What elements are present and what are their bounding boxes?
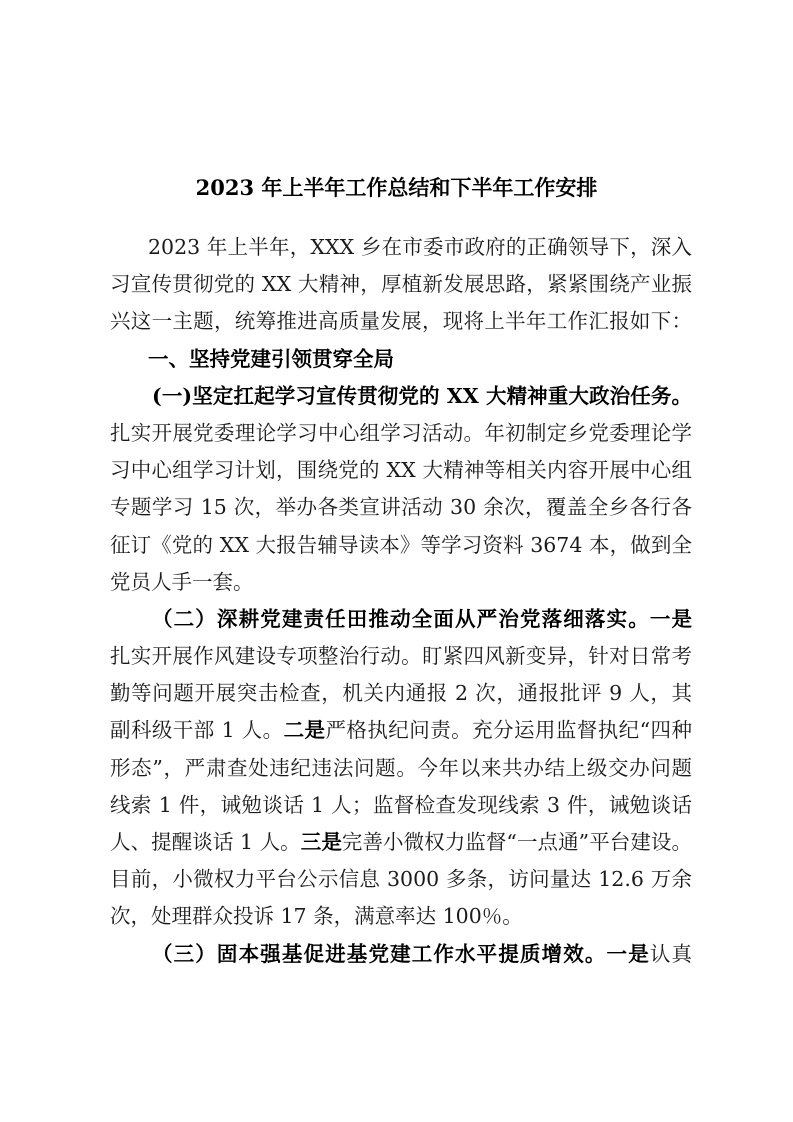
text-line — [110, 229, 692, 266]
bold-text-segment: （二）深耕党建责任田推动全面从严治党落细落实。一是 — [152, 606, 692, 631]
text-line — [110, 861, 692, 898]
text-line — [110, 936, 692, 973]
text-segment: 专题学习 15 次，举办各类宣讲活动 30 余次，覆盖全乡各行各 — [110, 495, 692, 520]
text-line — [110, 712, 692, 749]
text-line — [110, 527, 692, 564]
text-line — [110, 675, 692, 712]
document-body — [110, 229, 692, 973]
text-segment: 次，处理群众投诉 17 条，满意率达 100％。 — [110, 904, 523, 929]
text-segment: 扎实开展党委理论学习中心组学习活动。年初制定乡党委理论学 — [110, 420, 692, 445]
text-line — [110, 638, 692, 675]
text-segment: 扎实开展作风建设专项整治行动。盯紧四风新变异，针对日常考 — [110, 644, 692, 669]
text-line — [110, 415, 692, 452]
text-line — [110, 303, 692, 340]
document-title: 2023 年上半年工作总结和下半年工作安排 — [195, 175, 598, 200]
text-segment: 人、提醒谈话 1 人。 — [110, 830, 301, 854]
text-line — [110, 898, 692, 935]
text-segment: 党员人手一套。 — [110, 569, 254, 594]
text-segment: 勤等问题开展突击检查，机关内通报 2 次，通报批评 9 人，其 — [110, 681, 692, 706]
text-segment: 征订《党的 XX 大报告辅导读本》等学习资料 3674 本，做到全 — [110, 532, 692, 557]
text-segment: 形态”，严肃查处违纪违法问题。今年以来共办结上级交办问题 — [110, 755, 692, 780]
text-segment: 兴这一主题，统筹推进高质量发展，现将上半年工作汇报如下： — [110, 309, 692, 334]
text-line — [110, 341, 692, 378]
text-line — [110, 564, 692, 601]
bold-text-segment: (一)坚定扛起学习宣传贯彻党的 XX 大精神重大政治任务。 — [152, 383, 692, 408]
text-segment: 完善小微权力监督“一点通”平台建设。 — [341, 830, 692, 854]
text-segment: 严格执纪问责。充分运用监督执纪“四种 — [325, 718, 692, 743]
text-segment: 副科级干部 1 人。 — [110, 718, 284, 743]
text-line — [110, 824, 692, 861]
text-segment: 目前，小微权力平台公示信息 3000 多条，访问量达 12.6 万余 — [110, 867, 692, 892]
bold-text-segment: 一、坚持党建引领贯穿全局 — [148, 346, 394, 371]
text-line — [110, 601, 692, 638]
text-segment: 习中心组学习计划，围绕党的 XX 大精神等相关内容开展中心组 — [110, 458, 692, 483]
text-line — [110, 378, 692, 415]
text-segment: 2023 年上半年，XXX 乡在市委市政府的正确领导下，深入 — [148, 235, 692, 259]
text-segment: 线索 1 件，诫勉谈话 1 人；监督检查发现线索 3 件，诫勉谈话 — [110, 792, 692, 817]
bold-text-segment: 二是 — [283, 718, 326, 743]
text-line — [110, 787, 692, 824]
bold-text-segment: （三）固本强基促进基党建工作水平提质增效。一是 — [152, 941, 650, 966]
bold-text-segment: 三是 — [300, 830, 342, 854]
text-line — [110, 750, 692, 787]
text-segment: 习宣传贯彻党的 XX 大精神，厚植新发展思路，紧紧围绕产业振 — [110, 272, 692, 297]
text-line — [110, 266, 692, 303]
text-line — [110, 489, 692, 526]
text-segment: 认真 — [649, 941, 692, 966]
text-line — [110, 452, 692, 489]
